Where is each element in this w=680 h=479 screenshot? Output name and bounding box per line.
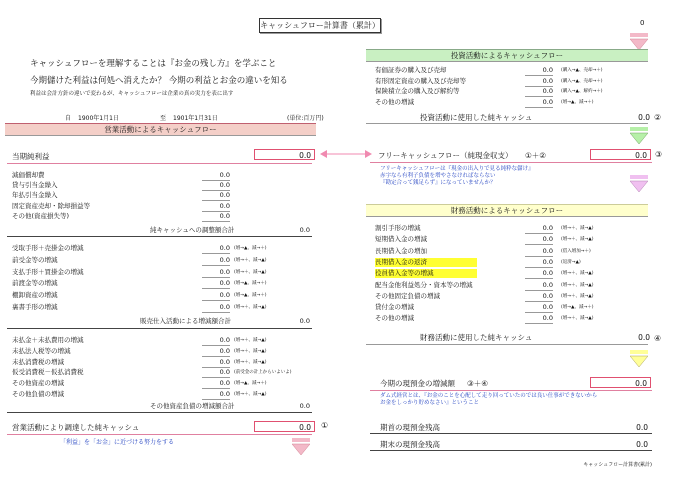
line-item-underline [525,233,553,234]
line-item-value: 0.0 [542,87,553,95]
free-cf-note-2: 赤字なら有利子負債を増やさなければならない [380,173,496,179]
subtotal-1-label: 純キャッシュへの調整額合計 [150,226,235,234]
free-cf-underline [370,162,652,163]
line-item-label: その他負債の増減 [12,390,64,398]
subtotal-1-value: 0.0 [299,226,310,234]
line-item-label: 仮受消費税－仮払消費税 [12,368,84,377]
investing-divider [366,123,648,124]
line-item-row [375,66,645,75]
arrow-down-icon-3 [630,175,648,193]
line-item-row [375,292,645,301]
line-item-label: 有形固定資産の購入及び売却等 [375,76,466,85]
footer-label: キャッシュフロー計算書(累計) [583,462,652,468]
investing-total-value: 0.0 [638,113,650,122]
subtotal-2-value: 0.0 [299,317,310,325]
line-item-label: 長期借入金の増加 [375,246,427,255]
line-item-row [12,191,242,200]
line-item-value: 0.0 [542,235,553,244]
line-item-note: (購入→▲、売却→＋) [561,78,603,84]
line-item-note: (増→＋、減→▲) [234,269,267,275]
line-item-label: 長期借入金の返済 [375,258,477,267]
line-item-value: 0.0 [542,97,553,106]
line-item-value: 0.0 [542,76,553,85]
line-item-note: (増→▲、減→＋) [561,99,594,105]
line-item-label: その他の増減 [375,314,414,323]
line-item-underline [525,244,553,245]
line-item-underline [525,312,553,313]
line-item-label: 役員借入金等の増減 [375,269,477,278]
line-item-row [375,247,645,256]
line-item-label: その他(資産損失等) [12,211,70,220]
line-item-row [12,379,312,388]
free-cf-row [378,151,608,160]
line-item-value: 0.0 [542,314,553,323]
line-item-row [375,269,645,278]
subtotal-3-label: その他資産負債の増減額合計 [150,402,235,410]
line-item-note: (購入→▲、売却→＋) [561,68,603,73]
line-item-note: (増→▲、減→＋) [234,293,267,299]
line-item-label: 有価証券の購入及び売却 [375,66,447,74]
line-item-value: 0.0 [542,303,553,312]
period-from-label: 自 [65,115,72,122]
line-item-value: 0.0 [219,303,230,311]
line-item-row [12,212,242,221]
net-income-value: 0.0 [254,149,315,160]
line-item-row [12,256,312,265]
line-item-value: 0.0 [219,255,230,264]
line-item-value: 0.0 [542,66,553,74]
line-item-note: (増→＋、減→▲) [234,392,267,397]
line-item-note: (増→＋、減→▲) [561,226,594,231]
line-item-underline [202,300,230,301]
intro-line-2: 今期儲けた利益は何処へ消えたか？ 今期の利益とお金の違いを知る [30,76,288,86]
line-item-note: (増→＋、減→▲) [234,338,267,343]
page-title: キャッシュフロー計算書（累計） [259,18,381,33]
line-item-note: (増→＋、減→▲) [561,316,594,322]
free-cf-note-1: フリーキャッシュフローは『現金の出入りで見る純粋な儲け』 [380,166,534,172]
cash-change-formula: ③＋④ [467,379,488,388]
cash-change-note-2: お金をしっかり貯めなさい』ということ [380,400,480,406]
line-item-value: 0.0 [219,357,230,366]
intro-line-1: キャッシュフローを理解することは『お金の残し方』を学ぶこと [30,59,277,69]
divider-2 [7,328,312,329]
line-item-label: 短期借入金の増減 [375,235,427,244]
line-item-value: 0.0 [219,390,230,398]
line-item-label: 未払金＋未払費用の増減 [12,336,84,344]
ending-cash-label: 期末の現預金残高 [380,440,440,449]
line-item-note: (返済→▲) [561,259,581,265]
line-item-row [375,87,645,96]
line-item-row [375,281,645,290]
period-to-label: 至 [160,115,167,122]
investing-header: 投資活動によるキャッシュフロー [366,49,648,62]
line-item-label: 前渡金等の増減 [12,279,58,288]
period-from: 1900年1月1日 [78,115,119,122]
cash-change-value: 0.0 [590,377,651,388]
line-item-label: 固定資産売却・除却損益等 [12,201,90,210]
double-arrow-icon [320,149,372,159]
line-item-note: (増→＋、減→▲) [561,237,594,243]
line-item-underline [202,265,230,266]
line-item-value: 0.0 [542,246,553,255]
cash-change-row [380,379,600,388]
line-item-value: 0.0 [219,201,230,210]
line-item-underline [202,312,230,313]
line-item-row [12,358,312,367]
cash-change-underline [370,390,652,391]
line-item-value: 0.0 [219,181,230,190]
operating-footnote: 「利益」を「お金」に近づける努力をする [60,439,175,446]
line-item-value: 0.0 [219,379,230,388]
arrow-down-icon-4 [630,350,648,368]
beginning-cash-label: 期首の現預金残高 [380,423,440,432]
line-item-note: (前受金の計上からいよいよ) [234,370,292,376]
line-item-note: (増→＋、減→▲) [561,293,594,299]
divider-1 [7,236,312,237]
line-item-row [12,390,312,399]
marker-3: ③ [655,150,663,159]
line-item-row [375,224,645,233]
line-item-note: (増→▲、減→＋) [234,381,267,387]
line-item-label: その他固定負債の増減 [375,291,440,300]
line-item-note: (増→＋、減→▲) [561,282,594,288]
line-item-underline [525,301,553,302]
line-item-row [12,336,312,345]
line-item-note: (増→＋、減→▲) [234,305,267,310]
line-item-value: 0.0 [219,368,230,377]
beginning-divider [370,433,652,434]
period-to: 1901年1月31日 [173,115,218,122]
operating-header: 営業活動によるキャッシュフロー [5,123,316,136]
line-item-label: その他の増減 [375,97,414,106]
line-item-row [12,171,242,180]
line-item-row [12,244,312,253]
line-item-row [12,202,242,211]
line-item-value: 0.0 [542,224,553,232]
free-cf-label: フリーキャッシュフロー（純現金収支） [378,151,513,160]
operating-total-value: 0.0 [254,421,315,432]
line-item-underline [202,277,230,278]
line-item-value: 0.0 [219,191,230,200]
line-item-value: 0.0 [219,279,230,288]
line-item-label: 割引手形の増減 [375,224,421,232]
line-item-note: (増→＋、減→▲) [234,348,267,354]
line-item-value: 0.0 [219,267,230,276]
marker-1: ① [321,421,329,430]
line-item-underline [202,288,230,289]
line-item-row [12,347,312,356]
line-item-row [12,268,312,277]
line-item-note: (増→＋、減→▲) [234,359,267,365]
ending-divider [370,450,652,451]
line-item-underline [525,256,553,257]
line-item-label: 年払引当金繰入 [12,191,58,200]
operating-total-label: 営業活動により調達した純キャッシュ [12,423,140,432]
arrow-down-icon [292,438,310,456]
line-item-label: 支払手形＋買掛金の増減 [12,267,84,276]
line-item-label: 貸与引当金繰入 [12,181,58,190]
line-item-underline [202,221,230,222]
line-item-label: 貸付金の増減 [375,303,414,312]
line-item-value: 0.0 [542,280,553,289]
line-item-row [375,258,645,267]
line-item-underline [202,399,230,400]
line-item-label: 保険積立金の購入及び解約等 [375,87,460,95]
beginning-cash-value: 0.0 [636,423,648,432]
line-item-label: 前受金等の増減 [12,255,58,264]
line-item-label: 配当金他利益処分・資本等の増減 [375,280,473,289]
investing-total-label: 投資活動に使用した純キャッシュ [420,113,533,122]
line-item-note: (借入増加→＋) [561,248,591,254]
free-cf-formula: ①＋② [525,151,546,160]
cash-change-label: 今期の現預金の増減額 [380,379,455,388]
line-item-row [12,368,312,377]
beginning-cash-row [380,423,650,432]
divider-3 [7,412,312,413]
investing-total-row [420,113,650,122]
line-item-row [375,303,645,312]
line-item-underline [525,267,553,268]
line-item-value: 0.0 [542,291,553,300]
free-cf-note-3: 『勘定合って銭足らず』になっていませんか？ [380,180,496,186]
financing-total-row [420,333,650,342]
arrow-down-icon-2 [630,127,648,145]
line-item-value: 0.0 [219,291,230,300]
line-item-label: 棚卸資産の増減 [12,291,58,300]
line-item-value: 0.0 [542,257,553,266]
line-item-value: 0.0 [219,211,230,220]
line-item-note: (増→▲、減→＋) [234,246,267,251]
operating-total-row [12,423,252,432]
line-item-value: 0.0 [542,269,553,278]
line-item-row [12,181,242,190]
line-item-underline [525,278,553,279]
subtotal-1-row [80,226,310,235]
financing-divider [366,344,648,345]
marker-4: ④ [654,334,662,343]
line-item-underline [525,323,553,324]
financing-total-label: 財務活動に使用した純キャッシュ [420,333,533,342]
line-item-label: 未払法人税等の増減 [12,346,71,355]
line-item-row [12,291,312,300]
line-item-row [12,303,312,312]
subtotal-3-row [80,402,310,411]
line-item-note: (増→＋、減→▲) [234,257,267,263]
line-item-row [375,77,645,86]
line-item-value: 0.0 [219,244,230,252]
operating-total-underline [7,434,312,435]
unit-label: (単位:百万円) [287,115,324,122]
line-item-note: (増→▲、減→＋) [234,281,267,287]
line-item-underline [525,290,553,291]
line-item-note: (増→▲、減→＋) [561,305,594,311]
line-item-note: (増→＋、減→▲) [561,271,594,277]
line-item-row [375,314,645,323]
subtotal-2-label: 販売仕入活動による増減額合計 [140,317,231,325]
marker-2: ② [654,113,662,122]
line-item-underline [202,253,230,254]
ending-cash-row [380,440,650,449]
line-item-label: 裏書手形の増減 [12,303,58,311]
financing-total-value: 0.0 [638,333,650,342]
cash-change-note-1: ダム式経営とは、『お金のことを心配して走り回っていたのでは良い仕事ができないから [380,393,598,399]
free-cf-value: 0.0 [590,149,651,160]
subtotal-2-row [80,317,310,326]
line-item-note: (購入→▲、解約→＋) [561,89,603,94]
line-item-label: 減価償却費 [12,171,45,179]
net-income-row [12,152,252,161]
line-item-label: 受取手形＋売掛金の増減 [12,244,84,252]
ending-cash-value: 0.0 [636,440,648,449]
sheet-number: 0 [640,19,645,27]
line-item-underline [525,107,553,108]
net-income-underline [7,163,312,164]
line-item-value: 0.0 [219,171,230,179]
line-item-row [12,279,312,288]
subtotal-3-value: 0.0 [299,402,310,410]
line-item-value: 0.0 [219,336,230,344]
line-item-row [375,235,645,244]
intro-line-3: 利益は会計方針の違いで変わるが、キャッシュフローは企業の真の実力を表に出す [30,91,234,97]
line-item-label: その他資産の増減 [12,379,64,388]
net-income-label: 当期純利益 [12,152,50,161]
financing-header: 財務活動によるキャッシュフロー [366,204,648,217]
line-item-label: 未払消費税の増減 [12,357,64,366]
line-item-row [375,98,645,107]
line-item-value: 0.0 [219,346,230,355]
